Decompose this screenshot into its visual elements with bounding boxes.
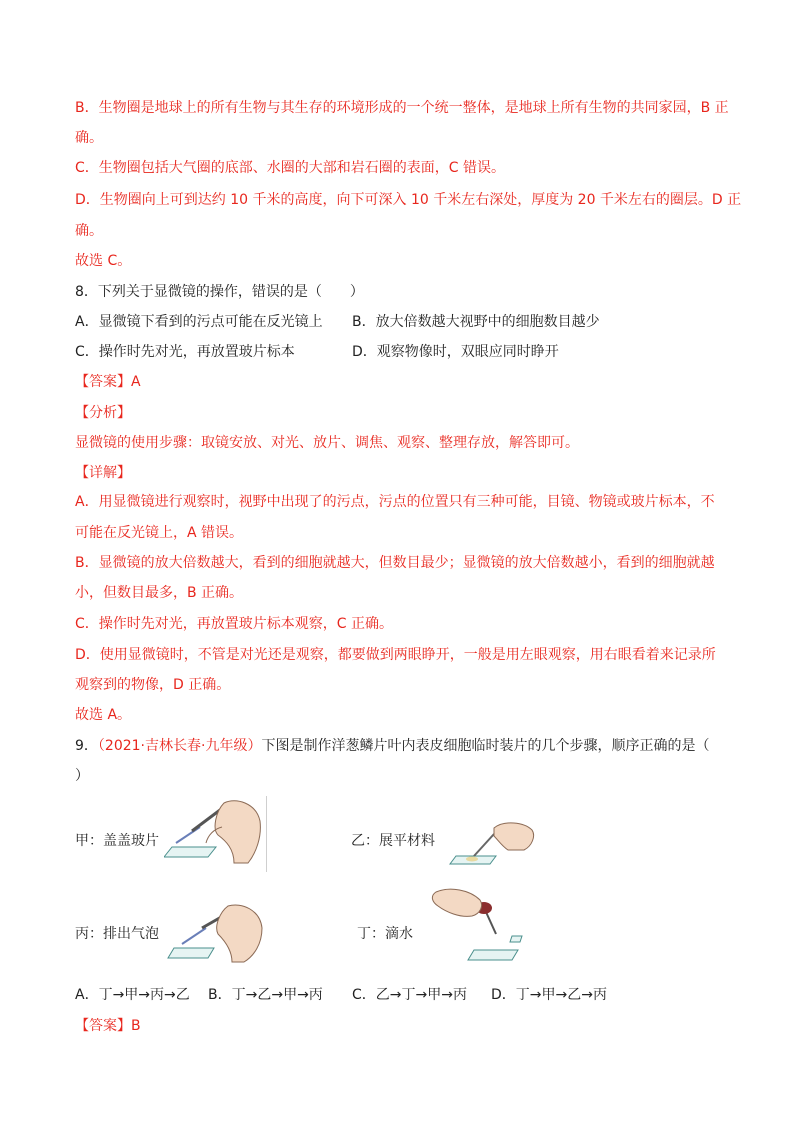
- q8-option-a: A．显微镜下看到的污点可能在反光镜上: [75, 314, 323, 330]
- q8-detail-d-line2: 观察到的物像，D 正确。: [75, 677, 231, 693]
- answer-value: A: [131, 374, 141, 390]
- q8-detail-d-line1: D．使用显微镜时，不管是对光还是观察，都要做到两眼睁开，一般是用左眼观察，用右眼看着来记录所: [75, 647, 716, 663]
- q8-detail-choice: 故选 A。: [75, 707, 132, 723]
- figure-ding-label: 丁：滴水: [357, 926, 413, 942]
- q8-detail-c-line: C．操作时先对光，再放置玻片标本观察，C 正确。: [75, 616, 393, 632]
- q8-option-b: B．放大倍数越大视野中的细胞数目越少: [352, 314, 600, 330]
- detail-b-line2: 确。: [75, 130, 103, 146]
- detail-c-line: C．生物圈包括大气圈的底部、水圈的大部和岩石圈的表面，C 错误。: [75, 160, 505, 176]
- figure-ding-image: [426, 886, 526, 968]
- detail-b-line1: B．生物圈是地球上的所有生物与其生存的环境形成的一个统一整体，是地球上所有生物的共同家园，B 正: [75, 100, 729, 116]
- q8-option-d: D．观察物像时，双眼应同时睁开: [352, 344, 559, 360]
- q9-stem-line: [75, 736, 709, 756]
- q8-detail-a-line2: 可能在反光镜上，A 错误。: [75, 525, 244, 541]
- q8-answer: [75, 372, 141, 392]
- q9-option-d: D．丁→甲→乙→丙: [491, 987, 607, 1003]
- q9-stem: 下图是制作洋葱鳞片叶内表皮细胞临时装片的几个步骤，顺序正确的是（: [261, 738, 710, 754]
- q8-analysis: 显微镜的使用步骤：取镜安放、对光、放片、调焦、观察、整理存放，解答即可。: [75, 435, 579, 451]
- q8-detail-b-line1: B．显微镜的放大倍数越大，看到的细胞就越大，但数目最少；显微镜的放大倍数越小，看到的细胞就越: [75, 555, 715, 571]
- figure-yi-label: 乙：展平材料: [351, 833, 435, 849]
- q9-option-a: A．丁→甲→丙→乙: [75, 987, 190, 1003]
- figure-jia-label: 甲：盖盖玻片: [75, 833, 159, 849]
- q9-option-c: C．乙→丁→甲→丙: [352, 987, 467, 1003]
- figure-jia-image: [164, 797, 264, 865]
- figure-bing-label: 丙：排出气泡: [75, 926, 159, 942]
- detail-d-line2: 确。: [75, 223, 103, 239]
- answer-tag: 【答案】: [75, 374, 131, 390]
- answer-tag: 【答案】: [75, 1018, 131, 1034]
- detail-choice: 故选 C。: [75, 253, 132, 269]
- q8-stem: 8．下列关于显微镜的操作，错误的是（ ）: [75, 284, 364, 300]
- figure-divider: [266, 796, 267, 872]
- figure-bing-image: [166, 900, 266, 968]
- detail-d-line1: D．生物圈向上可到达约 10 千米的高度，向下可深入 10 千米左右深处，厚度为 20 千米左右的圈层。D 正: [75, 192, 742, 208]
- q8-detail-b-line2: 小，但数目最多，B 正确。: [75, 585, 244, 601]
- q8-detail-a-line1: A．用显微镜进行观察时，视野中出现了的污点，污点的位置只有三种可能，目镜、物镜或玻片标本，不: [75, 494, 715, 510]
- q8-option-c: C．操作时先对光，再放置玻片标本: [75, 344, 295, 360]
- q9-answer: [75, 1016, 141, 1036]
- q9-stem-end: ）: [75, 768, 89, 784]
- answer-value: B: [131, 1018, 141, 1034]
- q9-source: （2021·吉林长春·九年级）: [97, 738, 262, 754]
- q9-option-b: B．丁→乙→甲→丙: [208, 987, 323, 1003]
- q8-detail-tag: 【详解】: [75, 465, 131, 481]
- q9-number: 9．: [75, 738, 98, 754]
- figure-yi-image: [448, 812, 538, 870]
- q8-analysis-tag: 【分析】: [75, 405, 131, 421]
